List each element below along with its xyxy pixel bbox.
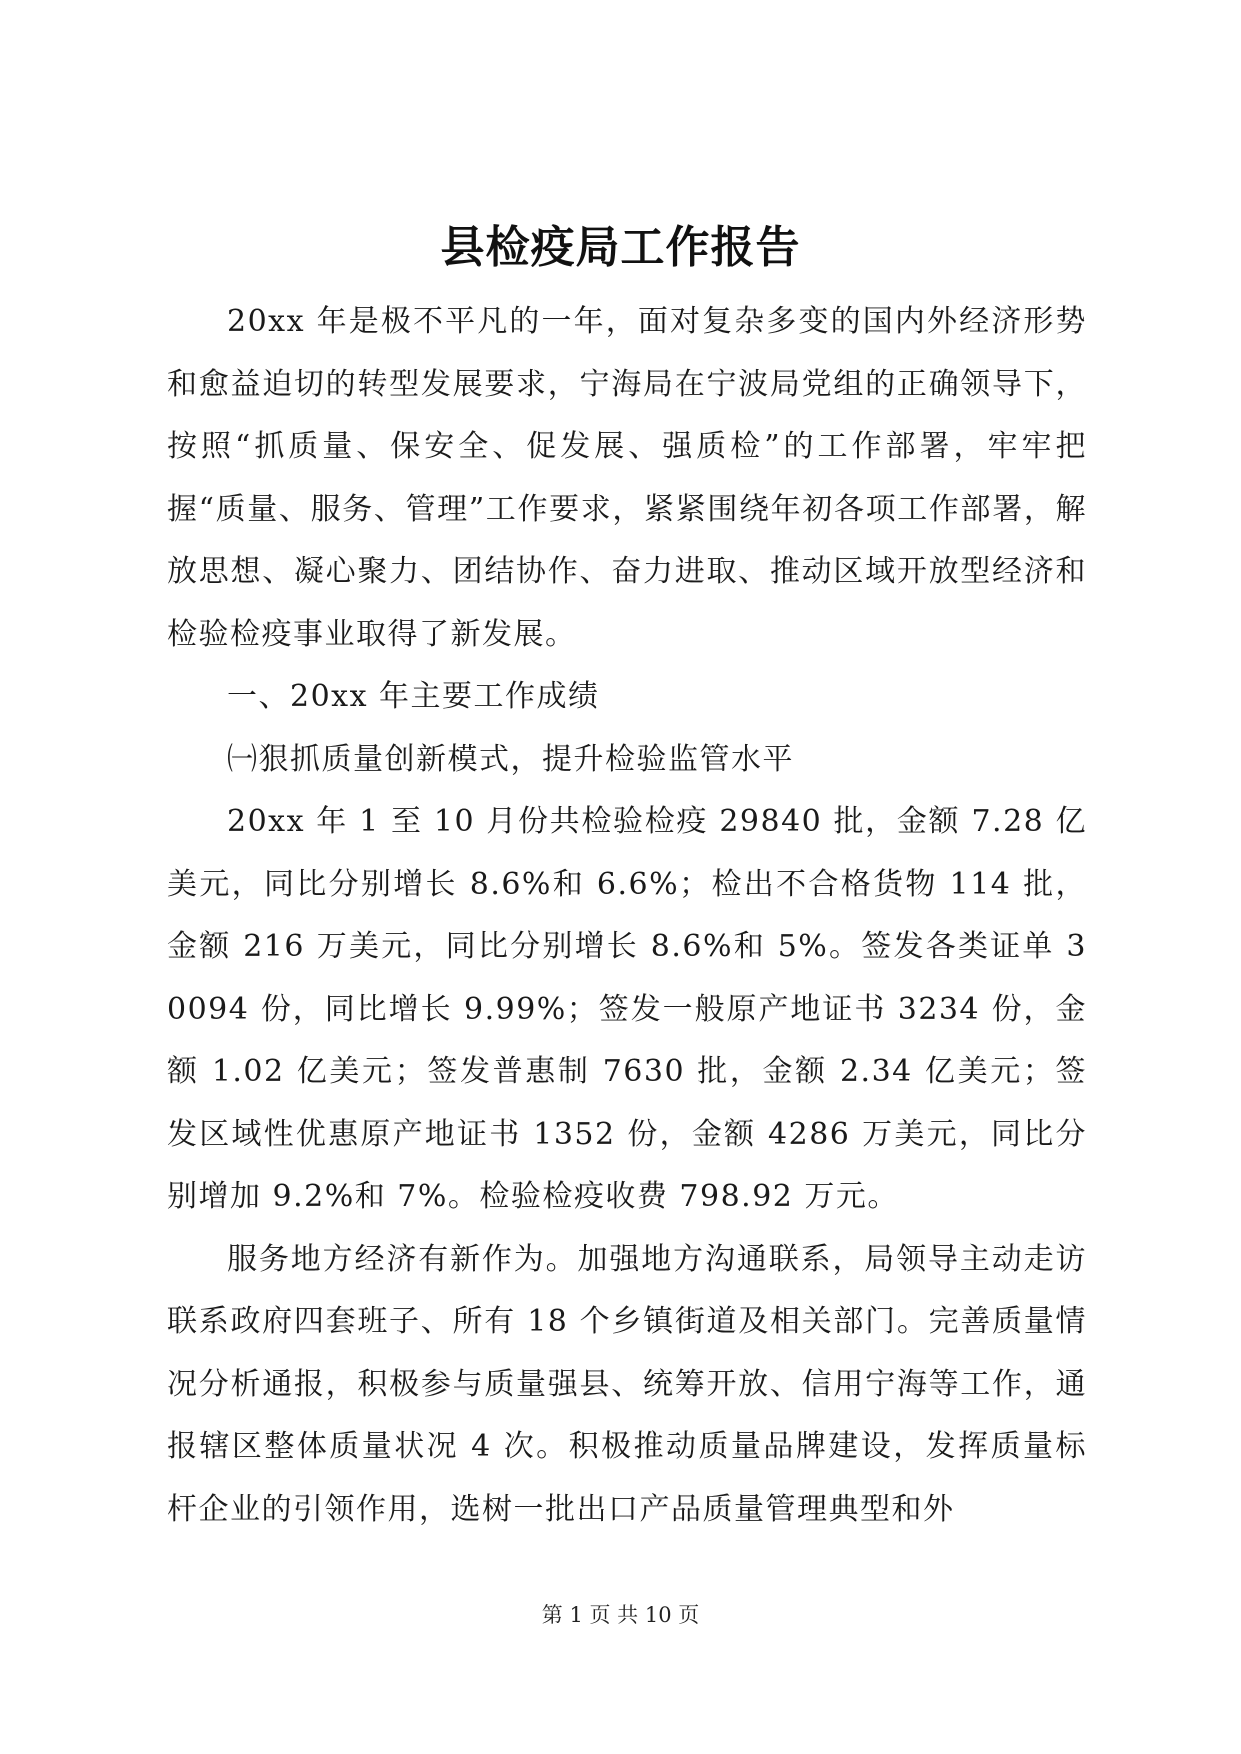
page-number-footer: 第 1 页 共 10 页 bbox=[541, 1603, 700, 1627]
service-paragraph: 服务地方经济有新作为。加强地方沟通联系，局领导主动走访联系政府四套班子、所有 18 个乡镇街道及相关部门。完善质量情况分析通报，积极参与质量强县、统筹开放、信用宁海等工作，通报辖区整体质量状况 4 次。积极推动质量品牌建设，发挥质量标杆企业的引领作用，选树一批出口产品质量管理典型和外 bbox=[167, 1241, 1087, 1527]
section-heading: 一、20xx 年主要工作成绩 bbox=[227, 679, 600, 714]
subsection-heading: ㈠狠抓质量创新模式，提升检验监管水平 bbox=[227, 741, 794, 777]
statistics-paragraph: 20xx 年 1 至 10 月份共检验检疫 29840 批，金额 7.28 亿美元，同比分别增长 8.6%和 6.6%；检出不合格货物 114 批，金额 216 万美元，同比分别增长 8.6%和 5%。签发各类证单 30094 份，同比增长 9.99%；签发一般原产地证书 3234 份，金额 1.02 亿美元；签发普惠制 7630 批，金额 2.34 亿美元；签发区域性优惠原产地证书 1352 份，金额 4286 万美元，同比分别增加 9.2%和 7%。检验检疫收费 798.92 万元。 bbox=[167, 804, 1087, 1214]
intro-paragraph: 20xx 年是极不平凡的一年，面对复杂多变的国内外经济形势和愈益迫切的转型发展要求，宁海局在宁波局党组的正确领导下，按照“抓质量、保安全、促发展、强质检”的工作部署，牢牢把握“质量、服务、管理”工作要求，紧紧围绕年初各项工作部署，解放思想、凝心聚力、团结协作、奋力进取、推动区域开放型经济和检验检疫事业取得了新发展。 bbox=[167, 304, 1087, 652]
document-body bbox=[167, 291, 1087, 1541]
document-title: 县检疫局工作报告 bbox=[440, 222, 801, 273]
